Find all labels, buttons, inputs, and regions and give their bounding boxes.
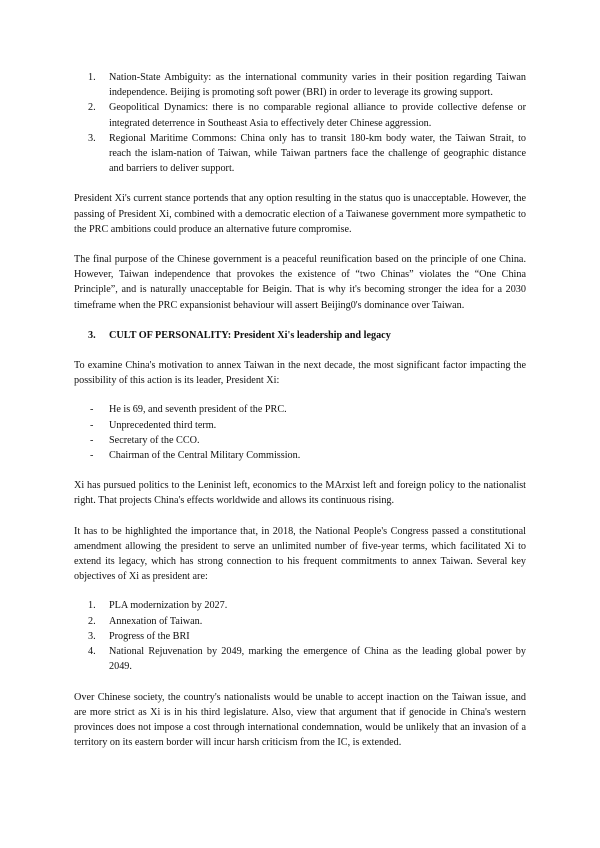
list-marker: 1. — [88, 72, 96, 83]
list-item-text: Progress of the BRI — [109, 630, 190, 642]
list-item — [74, 131, 526, 177]
list-item — [74, 448, 526, 463]
list-item-text: He is 69, and seventh president of the PRC. — [109, 404, 287, 416]
challenges-list — [74, 70, 526, 176]
list-marker: - — [90, 450, 94, 462]
list-item — [74, 629, 526, 644]
list-marker: - — [90, 419, 94, 431]
document-page — [74, 70, 526, 750]
list-marker: 2. — [88, 102, 96, 114]
list-item — [74, 433, 526, 448]
paragraph-nationalists: Over Chinese society, the country's nationalists would be unable to accept inaction on the Taiwan issue, and are more strict as Xi is in his third legislature. Also, view that argument that if genocide in China's western provinces does not impose a cost through international condemnation, would be unlikely that an invasion of a territory on its eastern border will incur harsh criticism from the IC, is extended. — [74, 691, 526, 749]
paragraph-amendment: It has to be highlighted the importance that, in 2018, the National People's Congress passed a constitutional amendment allowing the president to serve an unlimited number of five-year terms, which facilitated Xi to extend its legacy, which has strong connection to his frequent commitments to annex Taiwan. Several key objectives of Xi as president are: — [74, 525, 526, 583]
paragraph-politics: Xi has pursued politics to the Leninist left, economics to the MArxist left and foreign policy to the nationalist right. That projects China's effects worldwide and allows its continuous rising. — [74, 480, 526, 507]
list-marker: - — [90, 404, 94, 416]
paragraph-reunification: The final purpose of the Chinese government is a peaceful reunification based on the principle of one China. However, Taiwan independence that provokes the existence of “two Chinas” violates the “One China Principle”, and is naturally unacceptable for Beigin. That is why it's becoming stronger the idea for a 2030 timeframe when the PRC expansionist behaviour will assert Beijing0's dominance over Taiwan. — [74, 254, 526, 311]
list-marker: 3. — [88, 132, 96, 144]
list-item-text: Nation-State Ambiguity: as the international community varies in their position regarding Taiwan independence. Beijing is promoting soft power (BRI) in order to leverage its growing support. — [109, 72, 526, 99]
list-item-text: Regional Maritime Commons: China only has to transit 180-km body water, the Taiwan Strait, to reach the islam-nation of Taiwan, while Taiwan partners face the challenge of geographic distance and barriers to deliver support. — [109, 132, 526, 175]
list-item-text: Annexation of Taiwan. — [109, 615, 203, 627]
heading-number: 3. — [88, 329, 96, 341]
list-item-text: National Rejuvenation by 2049, marking the emergence of China as the leading global power by 2049. — [109, 646, 526, 673]
paragraph-motivation: To examine China's motivation to annex Taiwan in the next decade, the most significant factor impacting the possibility of this action is its leader, President Xi: — [74, 360, 526, 387]
list-marker: - — [90, 434, 94, 446]
section-heading — [74, 328, 526, 343]
list-item — [74, 598, 526, 613]
list-marker: 3. — [88, 630, 96, 642]
list-item-text: Unprecedented third term. — [109, 419, 217, 431]
list-item — [74, 418, 526, 433]
list-marker: 1. — [88, 600, 96, 612]
heading-text: CULT OF PERSONALITY: President Xi's leadership and legacy — [109, 329, 391, 341]
paragraph-status-quo: President Xi's current stance portends that any option resulting in the status quo is unacceptable. However, the passing of President Xi, combined with a democratic election of a Taiwanese government more sympathetic to the PRC ambitions could produce an alternative future compromise. — [74, 193, 526, 235]
list-item-text: Secretary of the CCO. — [109, 434, 200, 446]
list-item — [74, 402, 526, 417]
list-item — [74, 614, 526, 629]
list-marker: 4. — [88, 646, 96, 658]
objectives-list — [74, 598, 526, 674]
list-item — [74, 100, 526, 130]
xi-roles-list — [74, 402, 526, 463]
list-item-text: Chairman of the Central Military Commission. — [109, 450, 301, 462]
list-marker: 2. — [88, 615, 96, 627]
list-item-text: Geopolitical Dynamics: there is no comparable regional alliance to provide collective defense or integrated deterrence in Southeast Asia to effectively deter Chinese aggression. — [109, 102, 526, 129]
list-item — [74, 70, 526, 100]
list-item-text: PLA modernization by 2027. — [109, 600, 228, 612]
list-item — [74, 644, 526, 674]
